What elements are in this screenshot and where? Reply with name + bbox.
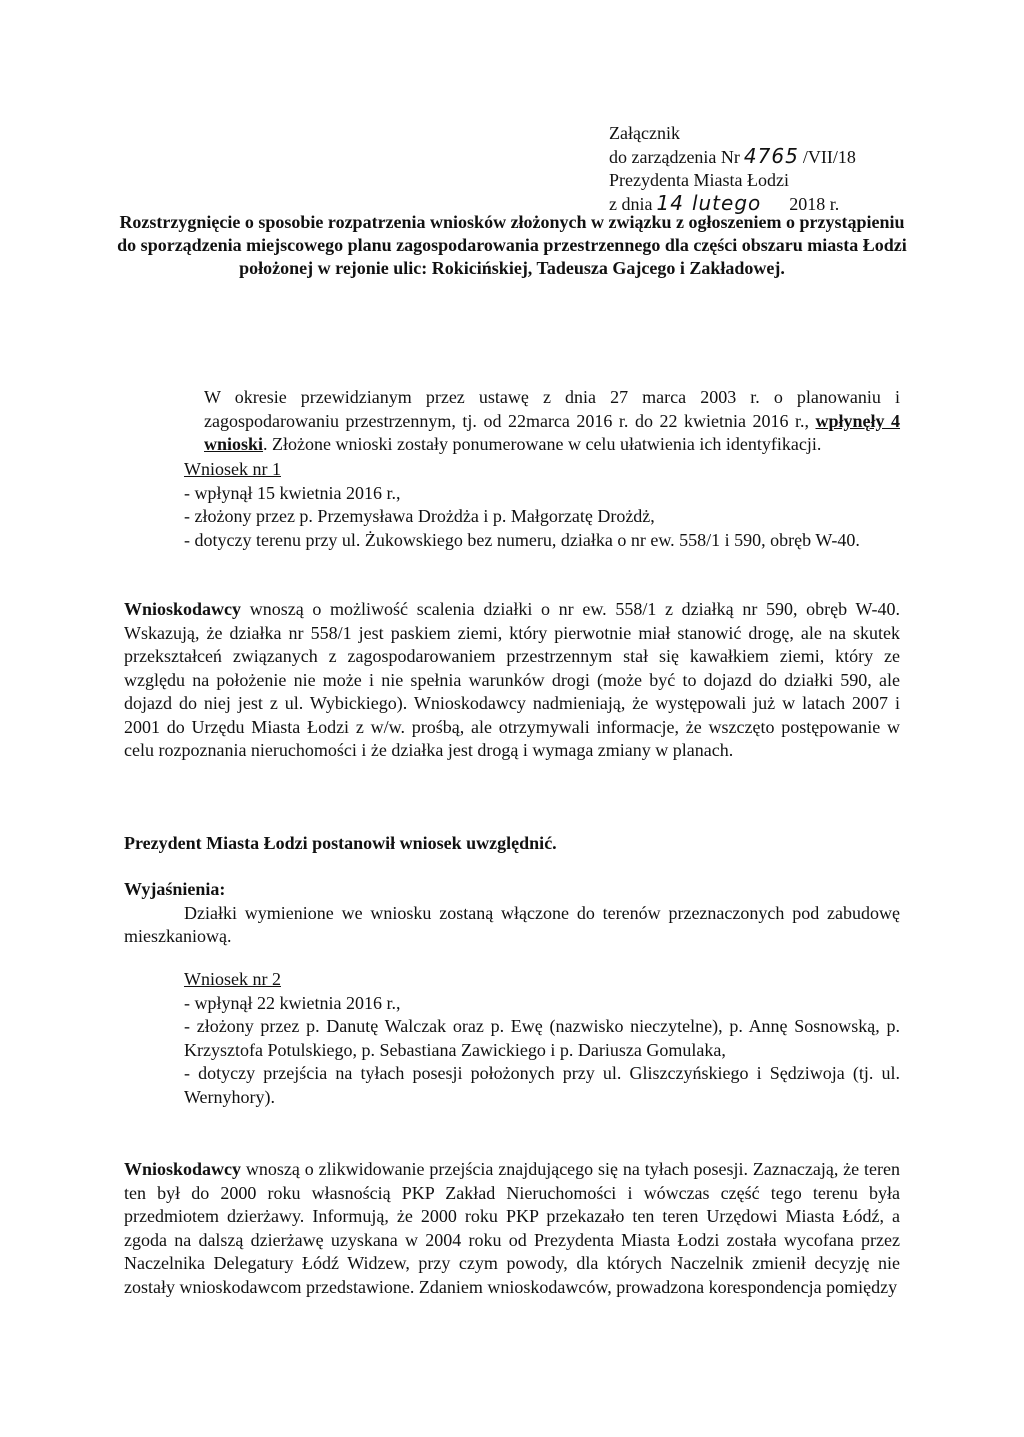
explanations-label: Wyjaśnienia: [124,879,226,899]
handwritten-order-number: 4765 [743,144,799,168]
list-item: - złożony przez p. Danutę Walczak oraz p. Ewę (nazwisko nieczytelne), p. Annę Sosnowską, p. Krzysztofa Potulskiego, p. Sebastiana Zawickiego i p. Dariusza Gomulaka, [184,1016,900,1060]
request-1-heading: Wniosek nr 1 [184,459,281,479]
request-2-heading: Wniosek nr 2 [184,969,281,989]
annex-order-suffix: /VII/18 [802,147,856,167]
request-2-body [124,1158,900,1299]
list-item: - dotyczy przejścia na tyłach posesji położonych przy ul. Gliszczyńskiego i Sędziwoja (tj. ul. Wernyhory). [184,1063,900,1107]
list-item: - wpłynął 15 kwietnia 2016 r., [184,482,401,503]
list-item: - wpłynął 22 kwietnia 2016 r., [184,992,401,1013]
list-item: - dotyczy terenu przy ul. Żukowskiego bez numeru, działka o nr ew. 558/1 i 590, obręb W-40. [184,529,860,550]
annex-date-suffix: 2018 r. [789,194,840,214]
handwritten-month: lutego [691,191,762,215]
request-1-explanations [124,878,900,949]
intro-text-before: W okresie przewidzianym przez ustawę z dnia 27 marca 2003 r. o planowaniu i zagospodarowaniu przestrzennym, tj. od 22marca 2016 r. do 22 kwietnia 2016 r., [204,387,900,431]
list-item: - złożony przez p. Przemysława Drożdża i p. Małgorzatę Drożdż, [184,506,655,526]
applicants-label: Wnioskodawcy [124,1159,242,1179]
annex-issuer: Prezydenta Miasta Łodzi [609,170,789,190]
handwritten-day: 14 [656,191,684,215]
annex-date-prefix: z dnia [609,194,653,214]
annex-order-prefix: do zarządzenia Nr [609,147,740,167]
intro-text-after: . Złożone wnioski zostały ponumerowane w celu ułatwienia ich identyfikacji. [263,434,822,454]
request-2-body-text: wnoszą o zlikwidowanie przejścia znajdującego się na tyłach posesji. Zaznaczają, że teren ten był do 2000 roku własnością PKP Zakład Nieruchomości i wówczas część tego terenu była przedmiotem dzierżawy. Informują, że 2000 roku PKP przekazało ten teren Urzędowi Miasta Łódź, a zgoda na dalszą dzierżawę uzyskana w 2004 roku od Prezydenta Miasta Łodzi została wycofana przez Naczelnika Delegatury Łódź Widzew, przy czym powody, dla których Naczelnik zmienił decyzję nie zostały wnioskodawcom przedstawione. Zdaniem wnioskodawców, prowadzona korespondencja pomiędzy [124,1159,900,1297]
intro-paragraph [124,386,900,457]
request-1-body [124,598,900,763]
request-2-section [124,968,900,1109]
explanations-text: Działki wymienione we wniosku zostaną włączone do terenów przeznaczonych pod zabudowę mieszkaniową. [124,902,900,946]
request-1-body-text: wnoszą o możliwość scalenia działki o nr ew. 558/1 z działką nr 590, obręb W-40. Wskazują, że działka nr 558/1 jest paskiem ziemi, który pierwotnie miał stanowić drogę, ale na skutek przekształceń związanych z zagospodarowaniem przestrzennym stał się kawałkiem ziemi, który ze względu na położenie nie może i nie spełnia warunków drogi (może być to dojazd do działki 590, ale dojazd do niej jest z ul. Wybickiego). Wnioskodawcy nadmieniają, że występowali już w latach 2007 i 2001 do Urzędu Miasta Łodzi z w/w. prośbą, ale otrzymywali informacje, że wszczęto postępowanie w celu rozpoznania nieruchomości i że działka jest drogą i wymaga zmiany w planach. [124,599,900,760]
intro-highlight: wpłynęły 4 wnioski [204,410,901,454]
request-2-details [124,992,900,1110]
request-1-decision [124,832,900,856]
request-1-details [124,482,900,553]
applicants-label: Wnioskodawcy [124,599,242,619]
request-1-section [124,458,900,552]
annex-header [609,122,909,216]
annex-label: Załącznik [609,123,680,143]
document-title: Rozstrzygnięcie o sposobie rozpatrzenia wniosków złożonych w związku z ogłoszeniem o przystąpieniu do sporządzenia miejscowego planu zagospodarowania przestrzennego dla części obszaru miasta Łodzi położonej w rejonie ulic: Rokicińskiej, Tadeusza Gajcego i Zakładowej. [117,212,907,278]
decision-text: Prezydent Miasta Łodzi postanowił wniosek uwzględnić. [124,833,557,853]
annex-order-line [609,145,909,169]
